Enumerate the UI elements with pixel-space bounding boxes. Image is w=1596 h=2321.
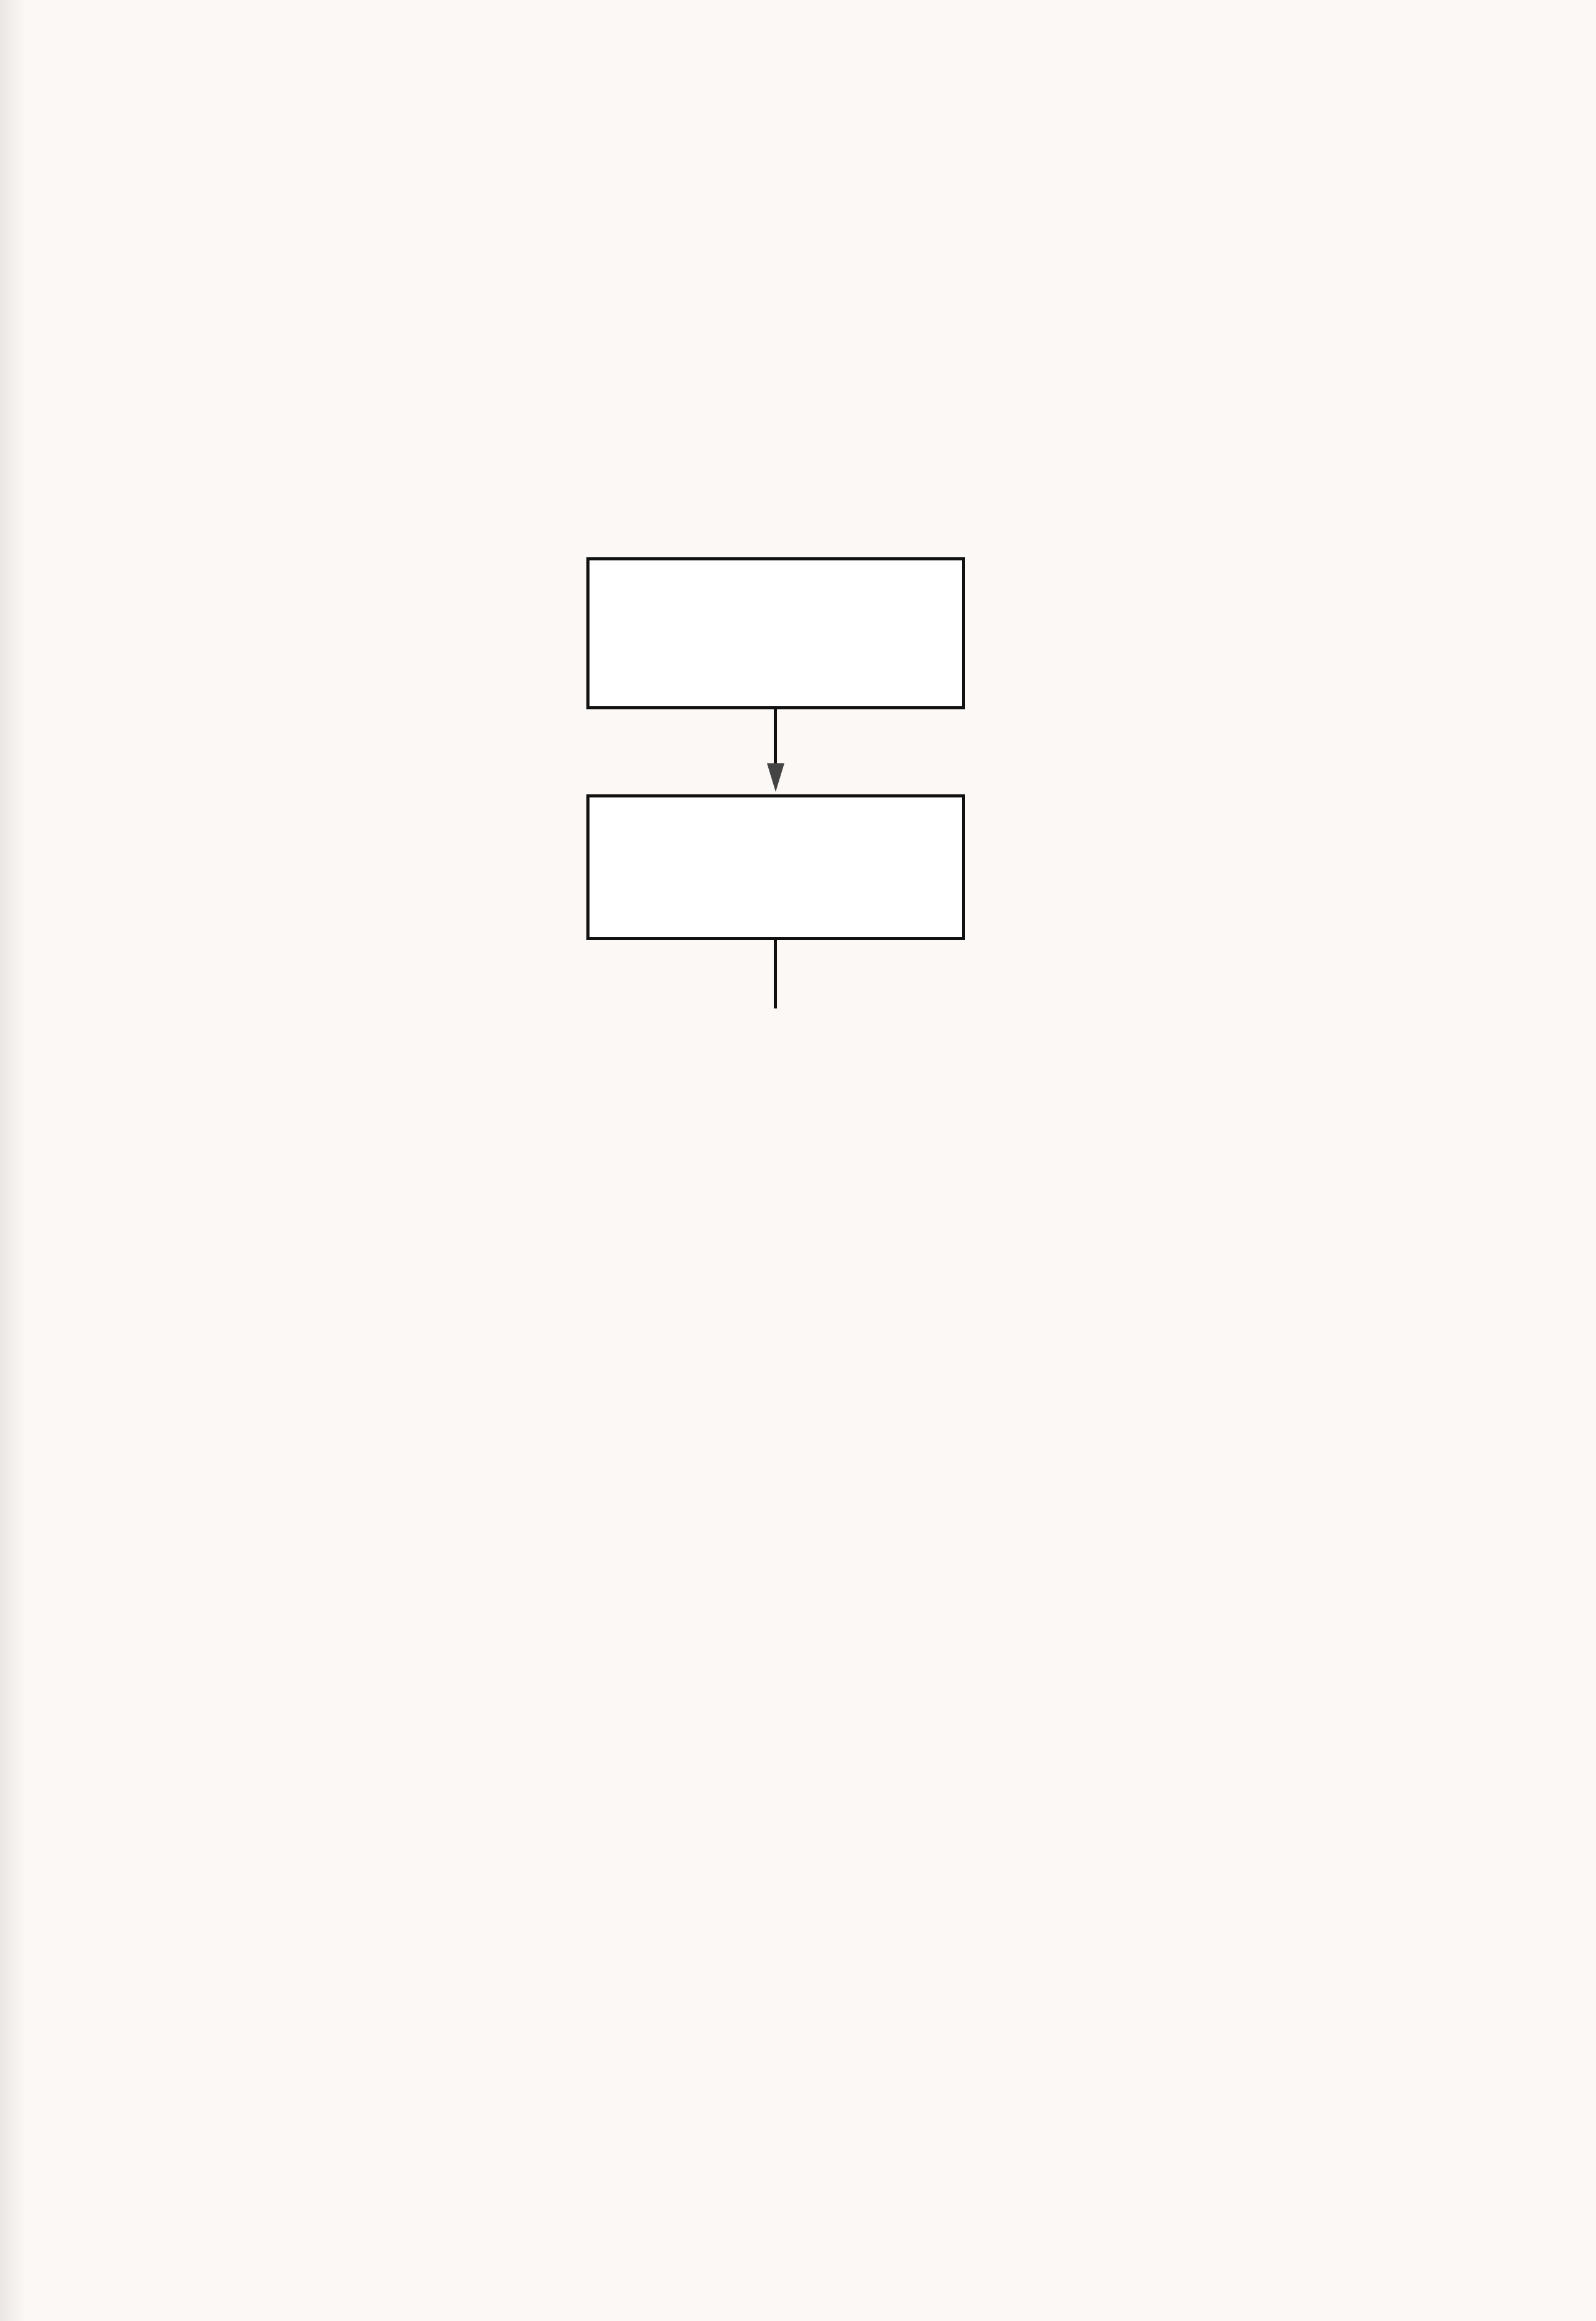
connector-line [774, 940, 777, 1008]
arrow-down-icon [767, 763, 784, 792]
connector-line [774, 709, 777, 771]
scan-page-edge [0, 0, 25, 2321]
org-box-director [586, 557, 965, 709]
org-box-deputy [586, 794, 965, 940]
